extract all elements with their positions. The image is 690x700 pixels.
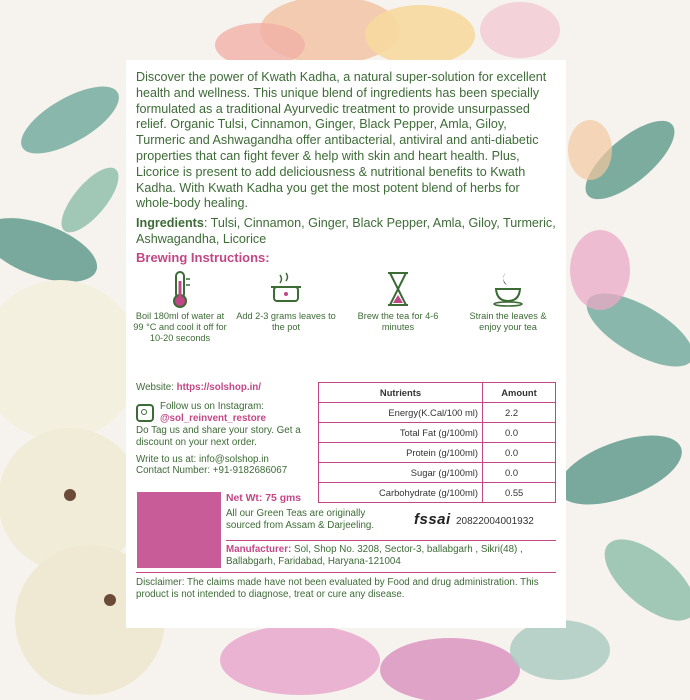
brewing-step-4: Strain the leaves & enjoy your tea [458, 269, 558, 333]
instagram-icon [136, 404, 154, 422]
contact-section [136, 382, 314, 477]
table-row: Protein (g/100ml) 0.0 [319, 443, 556, 463]
manufacturer-info [226, 540, 556, 567]
color-swatch [137, 492, 221, 568]
brewing-steps [133, 269, 556, 353]
table-row: Total Fat (g/100ml) 0.0 [319, 423, 556, 443]
ingredients-label: Ingredients [136, 216, 204, 231]
nutrition-header-row [319, 383, 556, 403]
tag-text: Do Tag us and share your story. Get a discount on your next order. [136, 425, 301, 448]
disclaimer: Disclaimer: The claims made have not been evaluated by Food and drug administration. This product is not intended to diagnose, treat or cure any disease. [136, 572, 556, 600]
net-weight: Net Wt: 75 gms [226, 493, 302, 504]
brewing-title: Brewing Instructions: [136, 249, 270, 265]
fssai-number: 20822004001932 [456, 516, 534, 527]
table-row: Carbohydrate (g/100ml) 0.55 [319, 483, 556, 503]
ingredients-text: : Tulsi, Cinnamon, Ginger, Black Pepper, Amla, Giloy, Turmeric, Ashwagandha, Licorice [136, 216, 556, 246]
brewing-step-3: Brew the tea for 4-6 minutes [348, 269, 448, 333]
brewing-step-1: Boil 180ml of water at 99 °C and cool it off for 10-20 seconds [130, 269, 230, 344]
hourglass-icon [380, 269, 416, 309]
nutrition-table [318, 382, 556, 503]
instagram-label: Follow us on Instagram: [160, 401, 265, 413]
ingredients-line [136, 216, 556, 248]
thermometer-icon [162, 269, 198, 309]
contact-number: Contact Number: +91-9182686067 [136, 465, 288, 477]
write-to-us: Write to us at: info@solshop.in [136, 454, 269, 466]
manufacturer-text: Sol, Shop No. 3208, Sector-3, ballabgarh , Sikri(48) , Ballabgarh, Faridabad, Haryana-121004 [226, 544, 523, 567]
pot-icon [266, 269, 306, 309]
manufacturer-label: Manufacturer: [226, 544, 292, 555]
product-description: Discover the power of Kwath Kadha, a natural super-solution for excellent health and wellness. This unique blend of ingredients has been specially formulated as a traditional Ayurvedic treatment to provide unsurpassed relief. Organic Tulsi, Cinnamon, Ginger, Black Pepper, Amla, Giloy, Turmeric and Ashwagandha offer antibacterial, antiviral and anti-diabetic properties that can fight fever & help with skin and heart health. Plus, Licorice is present to add deliciousness & nutritional benefits to Kwath Kadha. With Kwath Kadha you get the most potent blend of herbs for whole-body healing. [136, 70, 547, 211]
nutrients-header: Nutrients [319, 383, 483, 403]
instagram-handle[interactable]: @sol_reinvent_restore [160, 412, 266, 424]
cup-icon [488, 269, 528, 309]
table-row: Sugar (g/100ml) 0.0 [319, 463, 556, 483]
source-note: All our Green Teas are originally sourced from Assam & Darjeeling. [226, 508, 375, 531]
instagram-block [136, 401, 314, 424]
brewing-step-2: Add 2-3 grams leaves to the pot [236, 269, 336, 333]
fssai-logo: fssai [414, 511, 451, 528]
website-link[interactable]: https://solshop.in/ [176, 382, 262, 393]
table-row: Energy(K.Cal/100 ml) 2.2 [319, 403, 556, 423]
website-line: Website: https://solshop.in/ [136, 382, 262, 393]
amount-header: Amount [483, 383, 556, 403]
product-info-card [126, 60, 566, 628]
